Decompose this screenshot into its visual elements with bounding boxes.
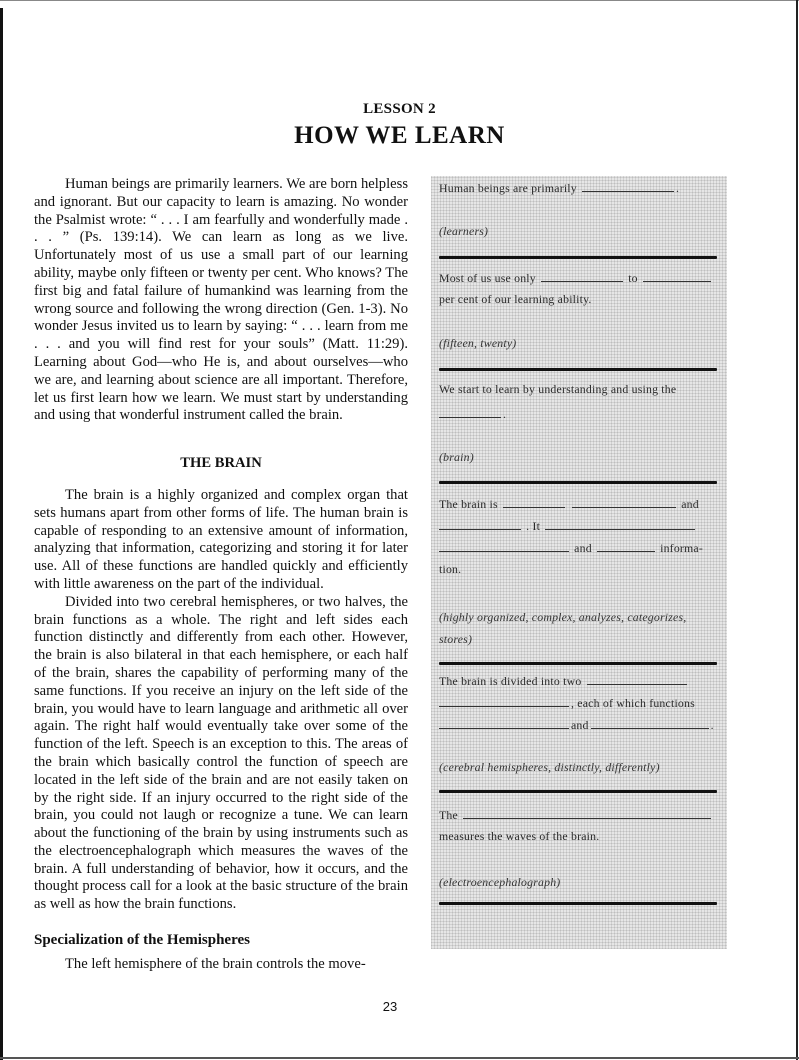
answer-blank[interactable] <box>591 717 709 729</box>
answer-blank[interactable] <box>439 717 569 729</box>
divider-rule <box>439 481 717 484</box>
answer-key-6: (electroencephalograph) <box>439 875 561 889</box>
answer-blank[interactable] <box>643 270 711 282</box>
answer-blank[interactable] <box>545 518 695 530</box>
prompt-text: . <box>676 181 680 195</box>
divider-rule <box>439 790 717 793</box>
prompt-text: Human beings are primarily <box>439 181 577 195</box>
answer-key-5: (cerebral hemispheres, distinctly, differently) <box>439 760 660 774</box>
prompt-text: tion. <box>439 562 462 576</box>
continuation-paragraph: The left hemisphere of the brain controls the move- <box>65 955 366 972</box>
page-top-edge <box>0 0 799 1</box>
brain-paragraph-2: Divided into two cerebral hemispheres, or two halves, the brain functions as a whole. The right and left sides each function distinctly and differently from each other. However, the brain is also bilateral in that each hemisphere, or each half of the brain, shares the capability of performing many of the same functions. If you receive an injury on the left side of the brain, you would have to learn language and arithmetic all over again. The right half would eventually take over some of the function of the left. Speech is an exception to this. The areas of the brain which basically control the function of speech are located in the left side of the brain and are not easily taken on by the right side. If an injury occurred to the right side of the brain, you could not laugh or recognize a tune. We can learn about the functioning of the brain by using instruments such as the electroencephalograph which measures the waves of the brain. A full understanding of behavior, how it occurs, and the thought process call for a look at the basic structure of the brain as well as how the brain functions. <box>34 593 408 913</box>
prompt-text: The brain is divided into two <box>439 674 582 688</box>
answer-blank[interactable] <box>439 540 569 552</box>
answer-key-1: (learners) <box>439 224 489 238</box>
prompt-text: We start to learn by understanding and using the <box>439 382 677 396</box>
answer-blank[interactable] <box>582 180 674 192</box>
intro-paragraph: Human beings are primarily learners. We are born helpless and ignorant. But our capacity to learn is amazing. No wonder the Psalmist wrote: “ . . . I am fearfully and wonderfully made . . . ” (Ps. 139:14). We can learn as long as we live. Unfortunately most of us use a small part of our learning ability, maybe only fifteen or twenty per cent. Who knows? The first big and fatal failure of humankind was learning from the wrong source and following the wrong direction (Gen. 1-3). No wonder Jesus invited us to learn by saying: “ . . . learn from me . . . and you will find rest for your souls” (Matt. 11:29). Learning about God—who He is, and about ourselves—who we are, and learning about science are all important. Therefore, let us first learn how we learn. We must start by understanding and using that wonderful instrument called the brain. <box>34 176 408 424</box>
divider-rule <box>439 902 717 905</box>
page-binding-edge <box>0 8 3 1060</box>
divider-rule <box>439 662 717 665</box>
answer-blank[interactable] <box>439 518 521 530</box>
answer-blank[interactable] <box>439 406 501 418</box>
prompt-text: . It <box>526 519 541 533</box>
prompt-text: to <box>628 271 638 285</box>
lesson-label: LESSON 2 <box>363 101 436 117</box>
answer-key-4: (highly organized, complex, analyzes, categorizes, <box>439 610 687 624</box>
prompt-text: . <box>710 718 714 732</box>
page-bottom-edge <box>0 1057 799 1059</box>
workbook-panel <box>431 176 727 949</box>
brain-paragraph-1: The brain is a highly organized and complex organ that sets humans apart from other forms of life. The human brain is capable of responding to an extensive amount of information, analyzing that information, categorizing and storing it for later use. All of these functions are handled quickly and efficiently with little awareness on the part of the individual. <box>34 486 408 592</box>
prompt-text: and <box>571 718 589 732</box>
divider-rule <box>439 256 717 259</box>
main-text-column <box>34 176 408 974</box>
answer-key-2: (fifteen, twenty) <box>439 336 517 350</box>
answer-blank[interactable] <box>503 496 565 508</box>
answer-key-3: (brain) <box>439 450 474 464</box>
page-number: 23 <box>382 999 398 1014</box>
prompt-text: measures the waves of the brain. <box>439 829 600 843</box>
prompt-text: . <box>503 407 507 421</box>
prompt-text: , each of which functions <box>571 696 695 710</box>
prompt-text: The brain is <box>439 497 498 511</box>
subheading-hemispheres: Specialization of the Hemispheres <box>34 932 250 949</box>
answer-key-4-cont: stores) <box>439 632 473 646</box>
prompt-text: per cent of our learning ability. <box>439 292 592 306</box>
answer-blank[interactable] <box>572 496 676 508</box>
page-right-edge <box>796 0 798 1060</box>
lesson-title: HOW WE LEARN <box>294 122 505 149</box>
prompt-text: and <box>681 497 699 511</box>
answer-blank[interactable] <box>597 540 655 552</box>
prompt-text: The <box>439 808 458 822</box>
answer-blank[interactable] <box>439 695 569 707</box>
section-heading-brain: THE BRAIN <box>180 455 262 472</box>
answer-blank[interactable] <box>463 807 711 819</box>
divider-rule <box>439 368 717 371</box>
answer-blank[interactable] <box>587 673 687 685</box>
prompt-text: and <box>574 541 592 555</box>
prompt-text: Most of us use only <box>439 271 536 285</box>
answer-blank[interactable] <box>541 270 623 282</box>
prompt-text: informa- <box>660 541 703 555</box>
